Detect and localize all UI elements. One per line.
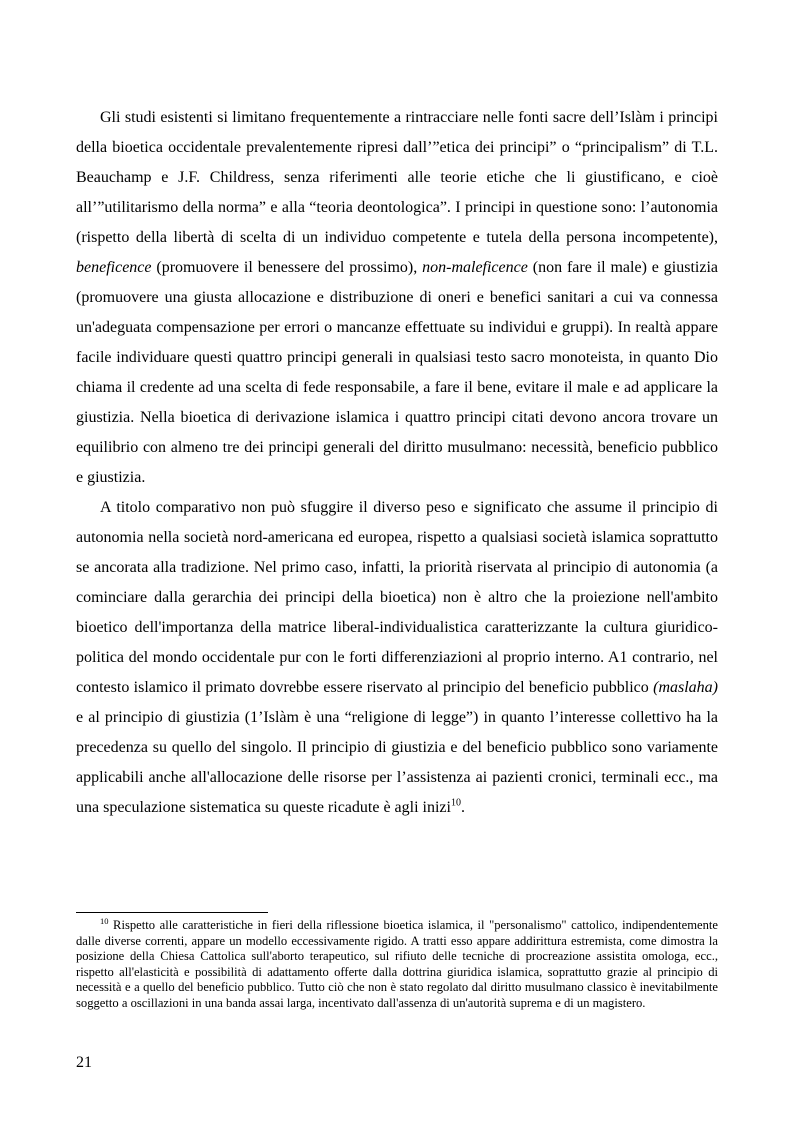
paragraph-1: [76, 103, 718, 493]
paragraph-2-text-b: e al principio di giustizia (1’Islàm è una “religione di legge”) in quanto l’interesse collettivo ha la precedenza su quello del singolo. Il principio di giustizia e del beneficio pubblico sono variamente applicabili anche all'allocazione delle risorse per l’assistenza ai pazienti cronici, terminali ecc., ma una speculazione sistematica su queste ricadute è agli inizi: [76, 709, 718, 816]
page-number: 21: [76, 1054, 92, 1071]
footnote-reference[interactable]: 10: [450, 797, 461, 809]
footnote-separator: [76, 912, 268, 913]
footnote: [76, 915, 718, 1012]
paragraph-2: [76, 493, 718, 823]
italic-term-non-maleficence: non-maleficence: [422, 259, 528, 276]
footnote-marker: 10: [100, 915, 109, 926]
paragraph-2-text-c: .: [460, 799, 465, 816]
paragraph-1-text-c: (non fare il male) e giustizia (promuovere una giusta allocazione e distribuzione di oneri e benefici sanitari a cui va connessa un'adeguata compensazione per errori o mancanze effettuate su individui e gruppi). In realtà appare facile individuare questi quattro principi generali in qualsiasi testo sacro monoteista, in quanto Dio chiama il credente ad una scelta di fede responsabile, a fare il bene, evitare il male e ad applicare la giustizia. Nella bioetica di derivazione islamica i quattro principi citati devono ancora trovare un equilibrio con almeno tre dei principi generali del diritto musulmano: necessità, beneficio pubblico e giustizia.: [76, 259, 718, 486]
paragraph-2-text-a: A titolo comparativo non può sfuggire il diverso peso e significato che assume il principio di autonomia nella società nord-americana ed europea, rispetto a qualsiasi società islamica soprattutto se ancorata alla tradizione. Nel primo caso, infatti, la priorità riservata al principio di autonomia (a cominciare dalla gerarchia dei principi della bioetica) non è altro che la proiezione nell'ambito bioetico dell'importanza della matrice liberal-individualistica caratterizzante la cultura giuridico-politica del mondo occidentale pur con le forti differenziazioni al proprio interno. A1 contrario, nel contesto islamico il primato dovrebbe essere riservato al principio del beneficio pubblico: [76, 499, 718, 696]
italic-term-maslaha: (maslaha): [653, 679, 718, 696]
paragraph-1-text-b: (promuovere il benessere del prossimo),: [151, 259, 423, 276]
footnote-text: Rispetto alle caratteristiche in fieri della riflessione bioetica islamica, il "personalismo" cattolico, indipendentemente dalle diverse correnti, appare un modello eccessivamente rigido. A tratti esso appare addirittura estremista, come dimostra la posizione della Chiesa Cattolica sull'aborto terapeutico, sul rifiuto delle tecniche di procreazione assistita omologa, ecc., rispetto all'elasticità e possibilità di adattamento offerte dalla dottrina giuridica islamica, soprattutto grazie al principio di necessità e a quello del beneficio pubblico. Tutto ciò che non è stato regolato dal diritto musulmano classico è inevitabilmente soggetto a oscillazioni in una banda assai larga, incentivato dall'assenza di un'autorità suprema e di un magistero.: [76, 918, 718, 1010]
body-text: [76, 103, 718, 823]
italic-term-beneficence: beneficence: [76, 259, 152, 276]
paragraph-1-text-a: Gli studi esistenti si limitano frequentemente a rintracciare nelle fonti sacre dell’Islàm i principi della bioetica occidentale prevalentemente ripresi dall’”etica dei principi” o “principalism” di T.L. Beauchamp e J.F. Childress, senza riferimenti alle teorie etiche che li giustificano, e cioè all’”utilitarismo della norma” e alla “teoria deontologica”. I principi in questione sono: l’autonomia (rispetto della libertà di scelta di un individuo competente e tutela della persona incompetente),: [76, 109, 718, 246]
